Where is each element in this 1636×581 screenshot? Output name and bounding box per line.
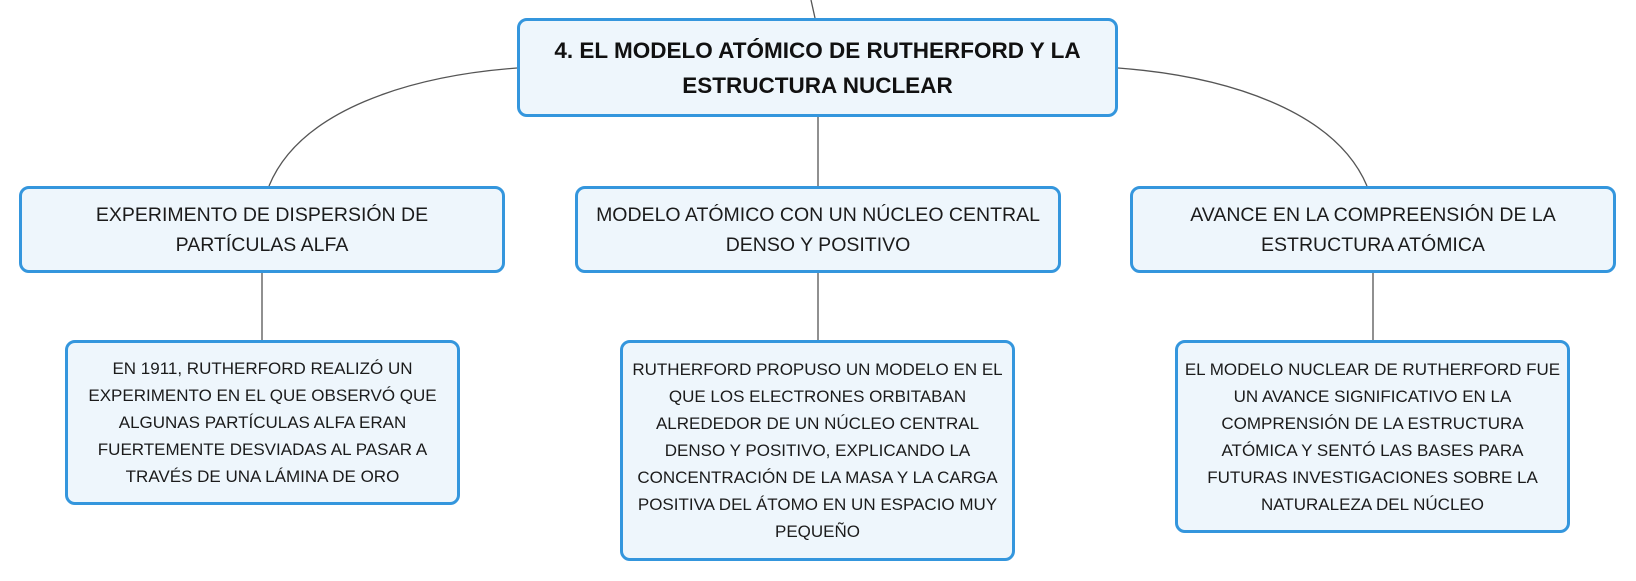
connector-root-to-branch-3	[1118, 68, 1367, 186]
branch-node-nuclear-model[interactable]	[575, 186, 1061, 273]
branch-node-label: MODELO ATÓMICO CON UN NÚCLEO CENTRAL DENSO Y POSITIVO	[596, 203, 1040, 256]
branch-node-dispersion-experiment[interactable]	[19, 186, 505, 273]
branch-node-label: AVANCE EN LA COMPREENSIÓN DE LA ESTRUCTURA ATÓMICA	[1190, 203, 1556, 256]
root-node[interactable]	[517, 18, 1118, 117]
detail-node-text: EN 1911, RUTHERFORD REALIZÓ UN EXPERIMENTO EN EL QUE OBSERVÓ QUE ALGUNAS PARTÍCULAS ALFA ERAN FUERTEMENTE DESVIADAS AL PASAR A TRAVÉS DE UNA LÁMINA DE ORO	[88, 359, 437, 486]
detail-node-text: RUTHERFORD PROPUSO UN MODELO EN EL QUE LOS ELECTRONES ORBITABAN ALREDEDOR DE UN NÚCLEO CENTRAL DENSO Y POSITIVO, EXPLICANDO LA CONCENTRACIÓN DE LA MASA Y LA CARGA POSITIVA DEL ÁTOMO EN UN ESPACIO MUY PEQUEÑO	[632, 360, 1003, 541]
detail-node-dispersion-experiment[interactable]	[65, 340, 460, 505]
detail-node-text: EL MODELO NUCLEAR DE RUTHERFORD FUE UN AVANCE SIGNIFICATIVO EN LA COMPRENSIÓN DE LA ESTRUCTURA ATÓMICA Y SENTÓ LAS BASES PARA FUTURAS INVESTIGACIONES SOBRE LA NATURALEZA DEL NÚCLEO	[1184, 359, 1561, 514]
branch-node-structure-advance[interactable]	[1130, 186, 1616, 273]
detail-node-nuclear-model[interactable]	[620, 340, 1015, 561]
root-node-label: 4. EL MODELO ATÓMICO DE RUTHERFORD Y LA ESTRUCTURA NUCLEAR	[554, 37, 1081, 98]
connector-parent-to-root	[811, 0, 815, 18]
detail-node-structure-advance[interactable]	[1175, 340, 1570, 533]
connector-root-to-branch-1	[269, 68, 517, 186]
branch-node-label: EXPERIMENTO DE DISPERSIÓN DE PARTÍCULAS ALFA	[95, 203, 429, 256]
